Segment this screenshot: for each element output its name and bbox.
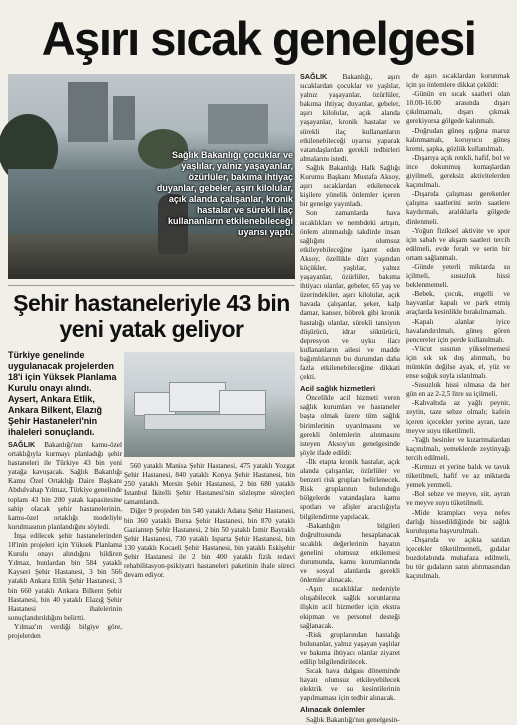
paragraph: [406, 190, 510, 226]
lead-word: SAĞLIK: [300, 72, 328, 81]
paragraph-text: -Yoğun fiziksel aktivite ve spor için sabah ve akşam saatleri tercih edilmeli, evde ferah ve serin bir ortam sağlanmalı.: [406, 226, 510, 262]
paragraph-text: -Bol sebze ve meyve, süt, ayran ve meyve suyu tüketilmeli.: [406, 490, 510, 508]
paragraph-text: Sağlık Bakanlığı'nın genelgesin-: [306, 715, 400, 724]
paragraph-text: -Bakanlığın bilgileri doğrultusunda hesaplanacak sıcaklık değerlerinin hayatın genelini olumsuz etkilemesi durumunda, kamu kurumlarında ve sosyal alanlarda gerekli önlemler alınacak.: [300, 521, 400, 585]
main-article-column-1: [300, 72, 400, 724]
paragraph: [406, 263, 510, 290]
photo-caption: Sağlık Bakanlığı çocuklar ve yaşlılar, yalnız yaşayanlar, özürlüler, bakıma ihtiyaç duyanlar, gebeler, aşırı kilolular, açık alanda çalışanlar, kronik hastalar ve sürekli ilaç kullananların etkilenebileceği uyarısı yaptı.: [156, 150, 293, 237]
paragraph: [300, 72, 400, 164]
paragraph: [406, 536, 510, 581]
paragraph: [300, 585, 400, 630]
paragraph: [300, 631, 400, 667]
paragraph: [406, 227, 510, 263]
divider: [8, 285, 295, 286]
subheading: Acil sağlık hizmetleri: [300, 384, 376, 394]
paragraph-text: de aşırı sıcaklardan korunmak için şu önlemlere dikkat çekildi:: [406, 72, 510, 90]
paragraph: [406, 436, 510, 463]
lead-word: SAĞLIK: [8, 440, 36, 449]
paragraph: [124, 462, 295, 507]
paragraph: [406, 290, 510, 317]
paragraph: [406, 345, 510, 381]
paragraph: [300, 394, 400, 458]
paragraph: [8, 532, 122, 623]
paragraph: [406, 154, 510, 190]
paragraph-text: -Günde yeterli miktarda su içilmeli, susuzluk hissi beklenmemeli.: [406, 262, 510, 290]
paragraph-text: -Günün en sıcak saatleri olan 10.00-16.00 arasında dışarı çıkılmamalı, dışarı çıkmak gerekiyorsa gölgede kalınmalı.: [406, 90, 510, 126]
paragraph-text: -Susuzluk hissi olmasa da her gün en az 2-2,5 litre su içilmeli.: [406, 381, 510, 399]
paragraph-text: -Risk gruplarından hastalığı bulunanlar, yalnız yaşayan yaşlılar ve bakıma ihtiyacı olanlar ziyaret edilip bilgilendirilecek.: [300, 630, 400, 666]
paragraph: [406, 509, 510, 536]
sub-article-column-2: [124, 462, 295, 600]
paragraph-text: -Dışarıda ve açıkta satılan içecekler tüketilmemeli, gıdalar buzdolabında muhafaza edilmeli, bu tür gıdaların satın alınmasından kaçınılmalı.: [406, 535, 510, 581]
paragraph: [300, 667, 400, 703]
paragraph-text: -Aşırı sıcaklıklar nedeniyle oluşabilecek sağlık sorunlarına ilişkin acil hizmetler için ekstra ekipman ve personel desteği sağlanacak.: [300, 585, 400, 630]
paragraph-text: -Yağlı besinler ve kızartmalardan kaçınılmalı, yemeklerde zeytinyağı tercih edilmeli.: [406, 435, 510, 462]
paragraph-text: Bakanlığı, aşırı sıcaklardan çocuklar ve yaşlılar, yalnız yaşayanlar, özürlüler, bakıma ihtiyaç duyanlar, gebeler, aşırı kilolular, açık alanda yaşayanlar, kronik hastalar ve sürekli ilaç kullananların etkilenebileceği uyarısı yaparak vatandaşlardan gerekli tedbirleri almalarını istedi.: [300, 73, 400, 163]
paragraph-text: Sağlık Bakanlığı Halk Sağlığı Kurumu Başkanı Mustafa Aksoy, aşırı sıcaklardan etkilenecek kişilere yönelik önlemler içeren bir genelge yayınladı.: [300, 163, 400, 209]
paragraph: [300, 458, 400, 522]
paragraph: [406, 381, 510, 399]
sub-article-headline: Şehir hastaneleriyle 43 bin yeni yatak geliyor: [13, 290, 290, 342]
paragraph: [406, 399, 510, 435]
paragraph: [8, 440, 122, 532]
paragraph: [300, 209, 400, 382]
sub-article-column-1: [8, 440, 122, 640]
paragraph-text: -Kırmızı et yerine balık ve tavuk tüketilmeli, hafif ve az miktarda yemek yenmeli.: [406, 463, 510, 490]
paragraph: [406, 318, 510, 345]
paragraph: [124, 507, 295, 580]
paragraph-text: Sıcak hava dalgası döneminde hayatı olumsuz etkileyebilecek elektrik ve su kesintilerinin yapılmaması için tedbir alınacak.: [300, 667, 400, 703]
paragraph: [300, 522, 400, 586]
paragraph-text: -Kahvaltıda az yağlı peynir, zeytin, taze sebze olmalı; kafein içeren içecekler yerine ayran, taze meyve suyu tüketilmeli.: [406, 399, 510, 435]
paragraph-text: İnşa edilecek şehir hastanelerinden 18'inin projeleri için Yüksek Planlama Kurulu onayı alındığını bildiren Yılmaz, bunlardan bin 584 yataklı Kayseri Şehir Hastanesi, 3 bin 566 yataklı Ankara Etlik Şehir Hastanesi, 3 bin 660 yataklı Ankara Bilkent Şehir Hastanesi, bin 40 yataklı Elazığ Şehir Hastanesi ihalelerinin sonuçlandırıldığını belirtti.: [8, 531, 122, 622]
paragraph: [406, 90, 510, 126]
paragraph-text: Yılmaz'ın verdiği bilgiye göre, projelerden: [8, 622, 122, 640]
paragraph-text: 560 yataklı Manisa Şehir Hastanesi, 475 yataklı Yozgat Şehir Hastanesi, 840 yataklı Konya Şehir Hastanesi, bin 250 yataklı Mersin Şehir Hastanesi, 2 bin 680 yataklı İstanbul İkitelli Şehir Hastanesi'nin sözleşme süreçleri tamamlandı.: [124, 462, 295, 507]
paragraph-text: -İlk etapta kronik hastalar, açık alanda çalışanlar, özürlüler ve benzeri risk grupları belirlenecek. Risk gruplarının bulunduğu bölgelerde vatandaşlara kamu spotları ve afişler aracılığıyla bilgilendirme yapılacak.: [300, 457, 400, 521]
paragraph-text: Diğer 9 projeden bin 540 yataklı Adana Şehir Hastanesi, bin 360 yataklı Bursa Şehir Hastanesi, bin 870 yataklı Gaziantep Şehir Hastanesi, 2 bin 50 yataklı İzmir Bayraklı Şehir Hastanesi, 730 yataklı Isparta Şehir Hastanesi, bin 130 yataklı Kocaeli Şehir Hastanesi, bin yataklı Eskişehir Şehir Hastanesi ile 2 bin 400 yataklı fizik tedavi rehabilitasyon-psikiyatri hastaneleri paketinin ihale süreci devam ediyor.: [124, 507, 295, 580]
paragraph-text: -Dışarıda çalışması gerekenler çalışma saatlerini serin saatlere kaydırmalı, aralıklarla gölgede dinlenmeli.: [406, 190, 510, 226]
hospital-render-image: [124, 352, 295, 457]
paragraph: [8, 623, 122, 641]
paragraph-text: -Kapalı alanlar iyice havalandırılmalı, güneş gören pencereler için perde kullanılmalı.: [406, 317, 510, 344]
paragraph: [406, 463, 510, 490]
paragraph: [300, 164, 400, 209]
paragraph: [300, 716, 400, 725]
paragraph-text: Son zamanlarda hava sıcaklıkları ve nembdeki artışın, önlem alınmadığı takdirde insan sağlığını olumsuz etkileyebileceğine işaret eden Aksoy, özellikle dört yaşından küçükler, yaşlılar, yalnız yaşayanlar, özürlüler, bakıma ihtiyacı olanlar, gebeler, 65 yaş ve üzerindekiler, aşırı kilolular, açık havada çalışanlar, şeker, kalp damar, kanser, böbrek gibi kronik hastalığı olanlar, sürekli tansiyon düşürücü, idrar söktürücü, depresyon ve uyku ilacı kullananların ailesi ve madde bağımlılarının bu durumdan daha fazla etkilenebileceğine dikkati çekti.: [300, 209, 400, 382]
paragraph: [406, 72, 510, 90]
subheading: Alınacak önlemler: [300, 705, 365, 715]
paragraph-text: -Mide krampları veya nefes darlığı hissedildiğinde bir sağlık kuruluşuna başvurulmalı.: [406, 508, 510, 535]
paragraph: [406, 127, 510, 154]
paragraph-text: -Bebek, çocuk, engelli ve hayvanlar kapalı ve park etmiş araçlarda kesinlikle bırakılmamalı.: [406, 290, 510, 317]
sub-article-spot: Türkiye genelinde uygulanacak projelerden 18'i için Yüksek Planlama Kurulu onayı alındı. Aysert, Ankara Etlik, Ankara Bilkent, Elazığ Şehir Hastaneleri'nin ihaleleri sonuçlandı.: [8, 350, 117, 437]
paragraph-text: Bakanlığı'nın kamu-özel ortaklığıyla kurmayı planladığı şehir hastaneleri ile Türkiye 43 bin yeni yatağa kavuşacak. Sağlık Bakanlığı Kamu Özel Ortaklığı Daire Başkanı Abdulvahap Yılmaz, Türkiye genelinde toplam 43 bin 200 yatak kapasitesine sahip olacak şehir hastanelerinin, kamu-özel ortaklığı modeliyle kurulmasının planlandığını söyledi.: [8, 441, 122, 531]
main-article-column-2: [406, 72, 510, 600]
paragraph-text: -Vücut ısısının yükselmemesi için sık sık duş alınmalı, bu mümkün değilse ayak, el, yüz ve ense soğuk suyla ıslatılmalı.: [406, 344, 510, 381]
headline: Aşırı sıcak genelgesi: [41, 12, 476, 65]
paragraph: [406, 490, 510, 508]
paragraph-text: -Doğrudan güneş ışığına maruz kalınmamalı, koruyucu güneş kremi, şapka, gözlük kullanılmalı.: [406, 126, 510, 153]
paragraph-text: -Dışarıya açık renkli, hafif, bol ve ince dokunmuş kumaşlardan giyilmeli, gereksiz aktivitelerden kaçınılmalı.: [406, 153, 510, 190]
paragraph-text: Öncelikle acil hizmeti veren sağlık kurumları ve hastaneler başta olmak üzere tüm sağlık birimlerinin uyarılmasını ve gerekli önlemlerin alınmasını isteyen Aksoy'un genelgesinde şöyle ifade edildi:: [300, 394, 400, 457]
